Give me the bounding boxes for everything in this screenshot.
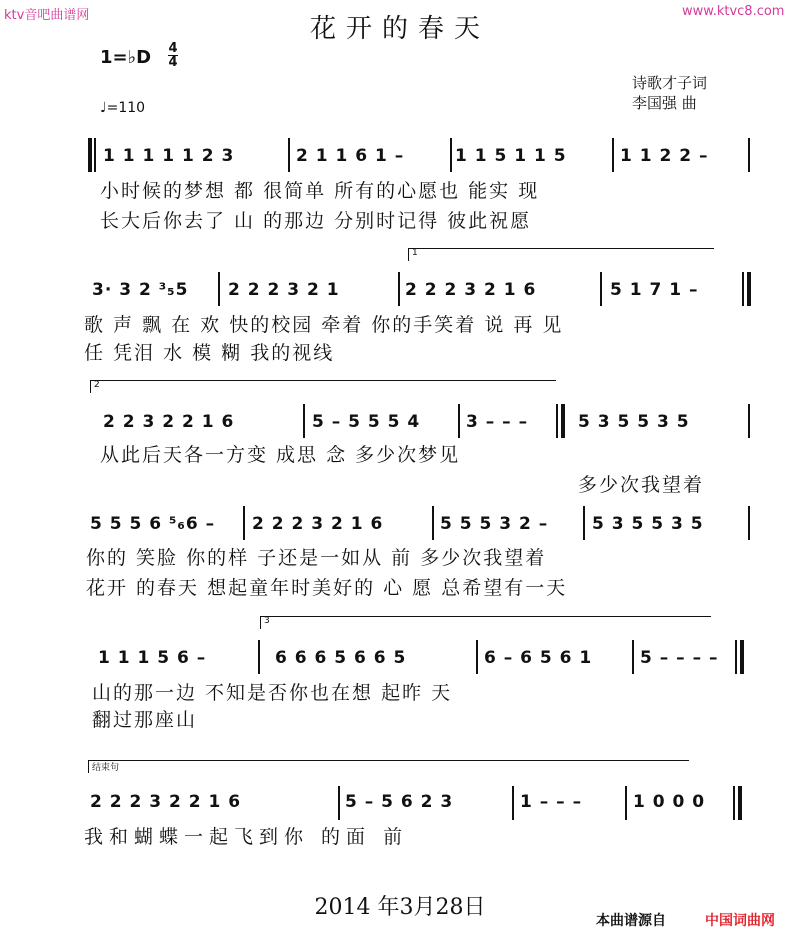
- notes-row4-m3: 6 – 6 5 6 1: [484, 648, 593, 668]
- lyrics-row4-verse2: 翻过那座山: [92, 709, 198, 731]
- notes-row1-m1: 3· 3 2 ³₅5: [92, 280, 189, 300]
- lyrics-row3-verse1: 你的 笑脸 你的样 子还是一如从 前 多少次我望着: [86, 547, 547, 569]
- barline: [243, 506, 245, 540]
- notes-row0-m2: 2 1 1 6 1 –: [296, 146, 405, 166]
- volta-2: 2: [90, 380, 556, 393]
- song-title: 花开的春天: [309, 14, 490, 44]
- barline: [625, 786, 627, 820]
- barline: [288, 138, 290, 172]
- site-watermark-right: www.ktvc8.com: [682, 4, 785, 19]
- volta-1: 1: [408, 248, 714, 261]
- barline: [612, 138, 614, 172]
- lyrics-row1-verse2: 任 凭泪 水 模 糊 我的视线: [84, 342, 335, 364]
- repeat-start-barline: [561, 404, 565, 438]
- barline: [748, 506, 750, 540]
- barline: [748, 404, 750, 438]
- repeat-end-barline: [747, 272, 751, 306]
- site-watermark-left: ktv音吧曲谱网: [4, 8, 90, 23]
- barline: [748, 138, 750, 172]
- notes-row3-m3: 5 5 5 3 2 –: [440, 514, 549, 534]
- lyrics-row5-verse1: 我和蝴蝶一起飞到你 的面 前: [84, 826, 409, 848]
- lyrics-row2-verse1: 从此后天各一方变 成思 念 多少次梦见: [100, 444, 461, 466]
- barline: [600, 272, 602, 306]
- barline: [303, 404, 305, 438]
- notes-row2-m2: 5 – 5 5 5 4: [312, 412, 421, 432]
- notes-row0-m1: 1 1 1 1 1 2 3: [103, 146, 235, 166]
- barline: [432, 506, 434, 540]
- notes-row5-m4: 1 0 0 0: [633, 792, 706, 812]
- barline: [735, 640, 737, 674]
- time-signature: [168, 42, 178, 69]
- repeat-start-barline: [88, 138, 92, 172]
- lyricist-credit: 诗歌才子词: [632, 74, 708, 92]
- notes-row1-m4: 5 1 7 1 –: [610, 280, 699, 300]
- barline: [733, 786, 735, 820]
- barline: [94, 138, 96, 172]
- barline: [398, 272, 400, 306]
- barline: [450, 138, 452, 172]
- notes-row2-m3: 3 – – –: [466, 412, 529, 432]
- barline: [556, 404, 558, 438]
- notes-row2-m4: 5 3 5 5 3 5: [578, 412, 690, 432]
- barline: [458, 404, 460, 438]
- barline: [476, 640, 478, 674]
- repeat-end-barline: [740, 640, 744, 674]
- notes-row1-m3: 2 2 2 3 2 1 6: [405, 280, 537, 300]
- notes-row5-m3: 1 – – –: [520, 792, 583, 812]
- meter-bottom: 4: [168, 55, 178, 70]
- source-site-link[interactable]: 中国词曲网: [705, 913, 775, 929]
- barline: [258, 640, 260, 674]
- barline: [512, 786, 514, 820]
- barline: [338, 786, 340, 820]
- notes-row1-m2: 2 2 2 3 2 1: [228, 280, 340, 300]
- notes-row3-m1: 5 5 5 6 ⁵₆6 –: [90, 514, 216, 534]
- final-barline: [738, 786, 742, 820]
- lyrics-row0-verse2: 长大后你去了 山 的那边 分别时记得 彼此祝愿: [100, 210, 532, 232]
- notes-row5-m1: 2 2 2 3 2 2 1 6: [90, 792, 242, 812]
- notes-row4-m2: 6 6 6 5 6 6 5: [275, 648, 407, 668]
- lyrics-row1-verse1: 歌 声 飘 在 欢 快的校园 牵着 你的手笑着 说 再 见: [84, 314, 564, 336]
- meter-top: 4: [168, 41, 178, 56]
- composer-credit: 李国强 曲: [632, 94, 697, 112]
- lyrics-row2-verse2: 多少次我望着: [578, 474, 705, 496]
- tempo-mark: ♩=110: [100, 100, 146, 116]
- barline: [583, 506, 585, 540]
- coda-bracket: 结束句: [88, 760, 689, 773]
- lyrics-row0-verse1: 小时候的梦想 都 很简单 所有的心愿也 能实 现: [100, 180, 540, 202]
- notes-row5-m2: 5 – 5 6 2 3: [345, 792, 454, 812]
- barline: [632, 640, 634, 674]
- date: 2014 年3月28日: [314, 895, 486, 920]
- notes-row4-m4: 5 – – – –: [640, 648, 719, 668]
- key-signature: 1=♭D: [100, 47, 152, 68]
- lyrics-row3-verse2: 花开 的春天 想起童年时美好的 心 愿 总希望有一天: [86, 577, 568, 599]
- notes-row0-m3: 1 1 5 1 1 5: [455, 146, 567, 166]
- lyrics-row4-verse1: 山的那一边 不知是否你也在想 起昨 天: [92, 682, 453, 704]
- notes-row2-m1: 2 2 3 2 2 1 6: [103, 412, 235, 432]
- barline: [742, 272, 744, 306]
- notes-row0-m4: 1 1 2 2 –: [620, 146, 709, 166]
- barline: [218, 272, 220, 306]
- notes-row3-m4: 5 3 5 5 3 5: [592, 514, 704, 534]
- notes-row4-m1: 1 1 1 5 6 –: [98, 648, 207, 668]
- notes-row3-m2: 2 2 2 3 2 1 6: [252, 514, 384, 534]
- volta-3: 3: [260, 616, 711, 629]
- source-prefix: 本曲谱源自: [596, 913, 666, 929]
